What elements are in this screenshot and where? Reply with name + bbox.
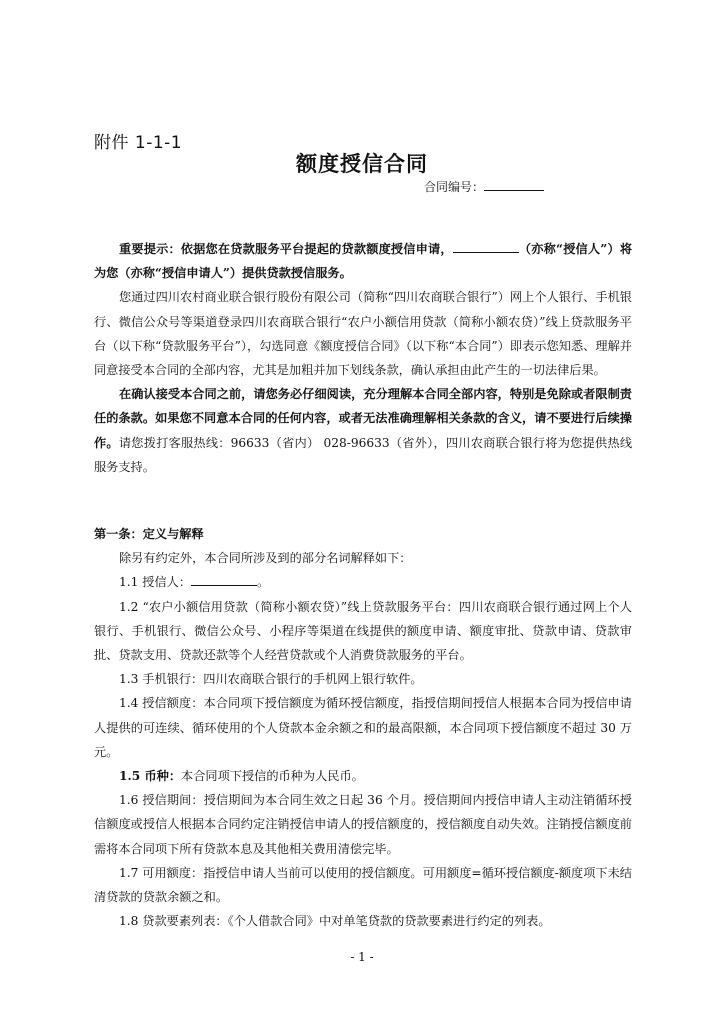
contract-number <box>424 177 544 195</box>
definition-1-1-label: 1.1 授信人： <box>119 575 192 590</box>
notice-bold-a: 重要提示：依据您在贷款服务平台提起的贷款额度授信申请， <box>119 242 453 256</box>
definition-1-8: 1.8 贷款要素列表：《个人借款合同》中对单笔贷款的贷款要素进行约定的列表。 <box>119 914 551 929</box>
notice-bold-warning: 在确认接受本合同之前，请您务必仔细阅读，充分理解本合同全部内容，特别是免除或者限制责任的条款。如果您不同意本合同的任何内容，或者无法准确理解相关条款的含义，请不要进行后续操作。 <box>94 387 632 450</box>
definition-1-3: 1.3 手机银行：四川农商联合银行的手机网上银行软件。 <box>119 672 423 687</box>
definition-1-7: 1.7 可用额度：指授信申请人当前可以使用的授信额度。可用额度=循环授信额度-额度项下未结清贷款的贷款余额之和。 <box>94 865 632 905</box>
definition-1-4: 1.4 授信额度：本合同项下授信额度为循环授信额度，指授信期间授信人根据本合同为授信申请人提供的可连续、循环使用的个人贷款本金余额之和的最高限额，本合同项下授信额度不超过 30 万元。 <box>94 696 632 759</box>
notice-paragraph-2: 您通过四川农村商业联合银行股份有限公司（简称“四川农商联合银行”）网上个人银行、手机银行、微信公众号等渠道登录四川农商联合银行“农户小额信用贷款（简称小额农贷）”线上贷款服务平台（以下称“贷款服务平台”），勾选同意《额度授信合同》（以下称“本合同”）即表示您知悉、理解并同意接受本合同的全部内容，尤其是加粗并加下划线条款，确认承担由此产生的一切法律后果。 <box>94 290 632 378</box>
grantor-name-blank <box>191 572 257 586</box>
section-definitions <box>94 522 632 933</box>
section-intro: 除另有约定外，本合同所涉及到的部分名词解释如下： <box>119 551 412 566</box>
definition-1-6: 1.6 授信期间：授信期间为本合同生效之日起 36 个月。授信期间内授信申请人主动注销循环授信额度或授信人根据本合同约定注销授信申请人的授信额度的，授信额度自动失效。注销授信额度前需将本合同项下所有贷款本息及其他相关费用清偿完毕。 <box>94 793 632 856</box>
definition-1-1 <box>94 570 632 594</box>
notice-paragraph-3 <box>94 382 632 479</box>
page-number: - 1 - <box>350 950 374 964</box>
contract-number-label: 合同编号： <box>424 180 485 194</box>
section-heading: 第一条：定义与解释 <box>94 527 204 541</box>
definition-1-1-end: 。 <box>257 575 270 590</box>
attachment-label: 附件 1-1-1 <box>94 133 183 153</box>
notice-paragraph-1 <box>94 237 632 285</box>
definition-1-5-text: 本合同项下授信的币种为人民币。 <box>181 769 364 784</box>
contract-number-blank <box>484 177 544 191</box>
definition-1-5-label: 1.5 币种： <box>119 769 182 784</box>
page-title: 额度授信合同 <box>296 152 428 176</box>
grantor-blank <box>453 239 519 253</box>
notice-hotline: 请您拨打客服热线：96633（省内） 028-96633（省外），四川农商联合银行将为您提供热线服务支持。 <box>94 435 633 474</box>
definition-1-5 <box>94 764 632 788</box>
important-notice <box>94 237 632 479</box>
notice-bold-b: （亦称“授信人”）将为您（亦称“授信申请人”）提供贷款授信服务。 <box>94 242 633 281</box>
definition-1-2: 1.2 “农户小额信用贷款（简称小额农贷）”线上贷款服务平台：四川农商联合银行通过网上个人银行、手机银行、微信公众号、小程序等渠道在线提供的额度申请、额度审批、贷款申请、贷款审批、贷款支用、贷款还款等个人经营贷款或个人消费贷款服务的平台。 <box>94 599 632 663</box>
